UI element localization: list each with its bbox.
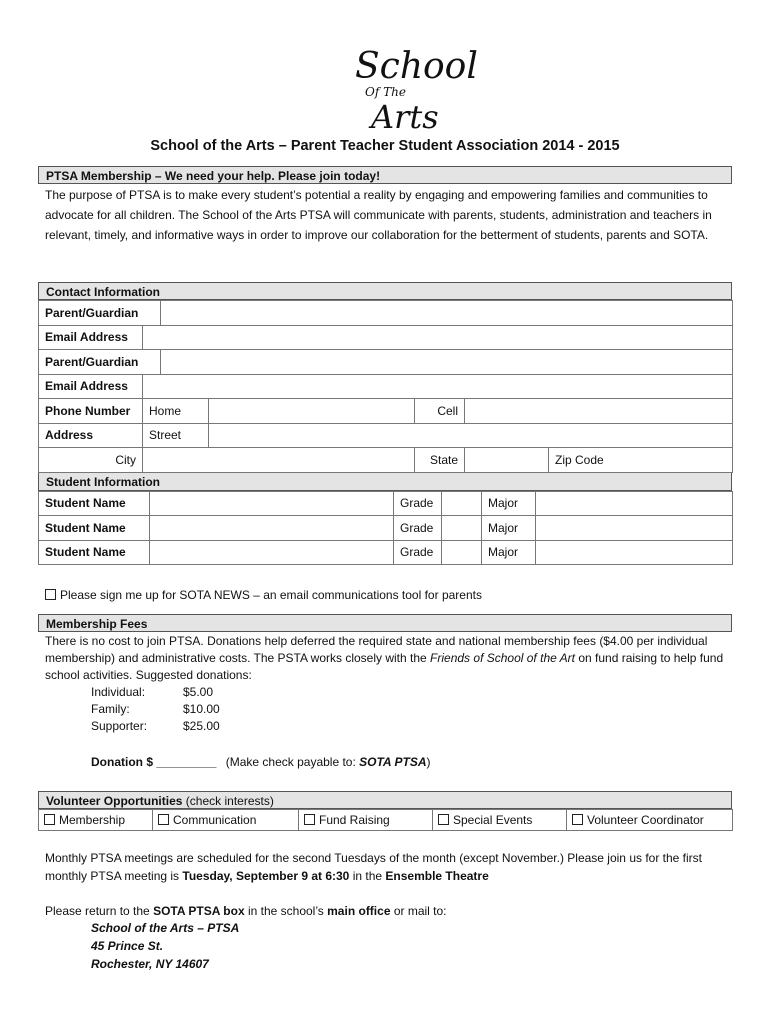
contact-row-parent1	[39, 301, 733, 326]
volunteer-option-coordinator[interactable]: Volunteer Coordinator	[567, 810, 733, 831]
contact-row-parent2	[39, 350, 733, 375]
home-phone-label: Home	[143, 399, 209, 424]
volunteer-option-fund-raising[interactable]: Fund Raising	[299, 810, 433, 831]
contact-row-address	[39, 423, 733, 448]
donation-supporter: Supporter: $25.00	[91, 719, 220, 733]
major-label: Major	[482, 491, 536, 516]
state-label: State	[415, 448, 465, 473]
logo-text-ofthe: Of The	[365, 85, 406, 99]
major-label: Major	[482, 540, 536, 565]
student-table	[38, 491, 733, 566]
contact-table	[38, 300, 733, 473]
state-field[interactable]	[465, 448, 549, 473]
logo-text-arts: Arts	[371, 98, 439, 136]
email-1-label: Email Address	[39, 325, 143, 350]
parent-guardian-1-label: Parent/Guardian	[39, 301, 161, 326]
phone-label: Phone Number	[39, 399, 143, 424]
contact-header: Contact Information	[38, 282, 732, 300]
email-1-field[interactable]	[143, 325, 733, 350]
volunteer-option-communication[interactable]: Communication	[153, 810, 299, 831]
major-field[interactable]	[536, 540, 733, 565]
school-of-the-arts-logo	[335, 40, 478, 136]
checkbox-icon[interactable]	[304, 814, 315, 825]
membership-body: The purpose of PTSA is to make every student’s potential a reality by engaging and empowering families and communities to advocate for all children. The School of the Arts PTSA will communicate with parents, students, administration and teachers in relevant, timely, and informative ways in order to improve our collaboration for the betterment of students, parents and SOTA.	[45, 188, 712, 242]
contact-row-city	[39, 448, 733, 473]
volunteer-section	[38, 791, 732, 831]
checkbox-icon[interactable]	[158, 814, 169, 825]
zip-label: Zip Code	[555, 452, 604, 467]
donation-line	[91, 755, 431, 769]
student-name-field[interactable]	[150, 491, 394, 516]
parent-guardian-1-field[interactable]	[161, 301, 733, 326]
grade-label: Grade	[394, 516, 442, 541]
student-name-label: Student Name	[39, 491, 150, 516]
zip-field[interactable]	[549, 448, 733, 473]
city-label: City	[39, 448, 143, 473]
logo-text-school: School	[355, 46, 478, 87]
student-name-label: Student Name	[39, 516, 150, 541]
donation-amount-field[interactable]: Donation $ _________	[91, 755, 217, 769]
major-field[interactable]	[536, 491, 733, 516]
cell-phone-field[interactable]	[465, 399, 733, 424]
parent-guardian-2-field[interactable]	[161, 350, 733, 375]
grade-label: Grade	[394, 540, 442, 565]
grade-field[interactable]	[442, 540, 482, 565]
city-field[interactable]	[143, 448, 415, 473]
fees-section	[38, 614, 732, 684]
donation-family: Family: $10.00	[91, 702, 220, 716]
grade-label: Grade	[394, 491, 442, 516]
email-2-label: Email Address	[39, 374, 143, 399]
fees-body: There is no cost to join PTSA. Donations help deferred the required state and national membership fees ($4.00 per individual membership) and administrative costs. The PSTA works closely with the Friends of School of the Art on fund raising to help fund school activities. Suggested donations:	[45, 634, 724, 682]
checkbox-icon[interactable]	[438, 814, 449, 825]
sota-news-signup[interactable]	[45, 588, 482, 602]
home-phone-field[interactable]	[209, 399, 415, 424]
grade-field[interactable]	[442, 516, 482, 541]
document-title: School of the Arts – Parent Teacher Student Association 2014 - 2015	[150, 138, 620, 154]
email-2-field[interactable]	[143, 374, 733, 399]
check-payable-note: (Make check payable to: SOTA PTSA)	[225, 755, 431, 769]
sota-news-label: Please sign me up for SOTA NEWS – an email communications tool for parents	[60, 588, 482, 602]
street-label: Street	[143, 423, 209, 448]
mailing-address	[91, 919, 239, 973]
checkbox-icon[interactable]	[44, 814, 55, 825]
grade-field[interactable]	[442, 491, 482, 516]
volunteer-option-membership[interactable]: Membership	[39, 810, 153, 831]
membership-header: PTSA Membership – We need your help. Please join today!	[38, 166, 732, 184]
fees-header: Membership Fees	[38, 614, 732, 632]
parent-guardian-2-label: Parent/Guardian	[39, 350, 161, 375]
address-line: Rochester, NY 14607	[91, 957, 209, 971]
student-name-field[interactable]	[150, 516, 394, 541]
student-row	[39, 491, 733, 516]
student-header: Student Information	[38, 473, 732, 491]
contact-row-email2	[39, 374, 733, 399]
membership-section	[38, 166, 732, 245]
address-line: 45 Prince St.	[91, 939, 164, 953]
volunteer-options	[38, 809, 733, 831]
suggested-donations	[91, 684, 220, 735]
student-name-label: Student Name	[39, 540, 150, 565]
checkbox-icon[interactable]	[45, 589, 56, 600]
return-instructions: Please return to the SOTA PTSA box in the school’s main office or mail to:	[45, 904, 447, 918]
major-field[interactable]	[536, 516, 733, 541]
student-name-field[interactable]	[150, 540, 394, 565]
student-row	[39, 540, 733, 565]
major-label: Major	[482, 516, 536, 541]
address-line: School of the Arts – PTSA	[91, 921, 240, 935]
student-row	[39, 516, 733, 541]
address-label: Address	[39, 423, 143, 448]
contact-row-email1	[39, 325, 733, 350]
volunteer-header: Volunteer Opportunities (check interests)	[38, 791, 732, 809]
checkbox-icon[interactable]	[572, 814, 583, 825]
donation-individual: Individual: $5.00	[91, 685, 214, 699]
cell-phone-label: Cell	[415, 399, 465, 424]
volunteer-option-special-events[interactable]: Special Events	[433, 810, 567, 831]
street-field[interactable]	[209, 423, 733, 448]
meetings-note: Monthly PTSA meetings are scheduled for the second Tuesdays of the month (except November.) Please join us for the first monthly PTSA meeting is Tuesday, September 9 at 6:30 in the Ensemble Theatre	[45, 851, 703, 883]
contact-row-phone	[39, 399, 733, 424]
contact-section	[38, 282, 732, 565]
